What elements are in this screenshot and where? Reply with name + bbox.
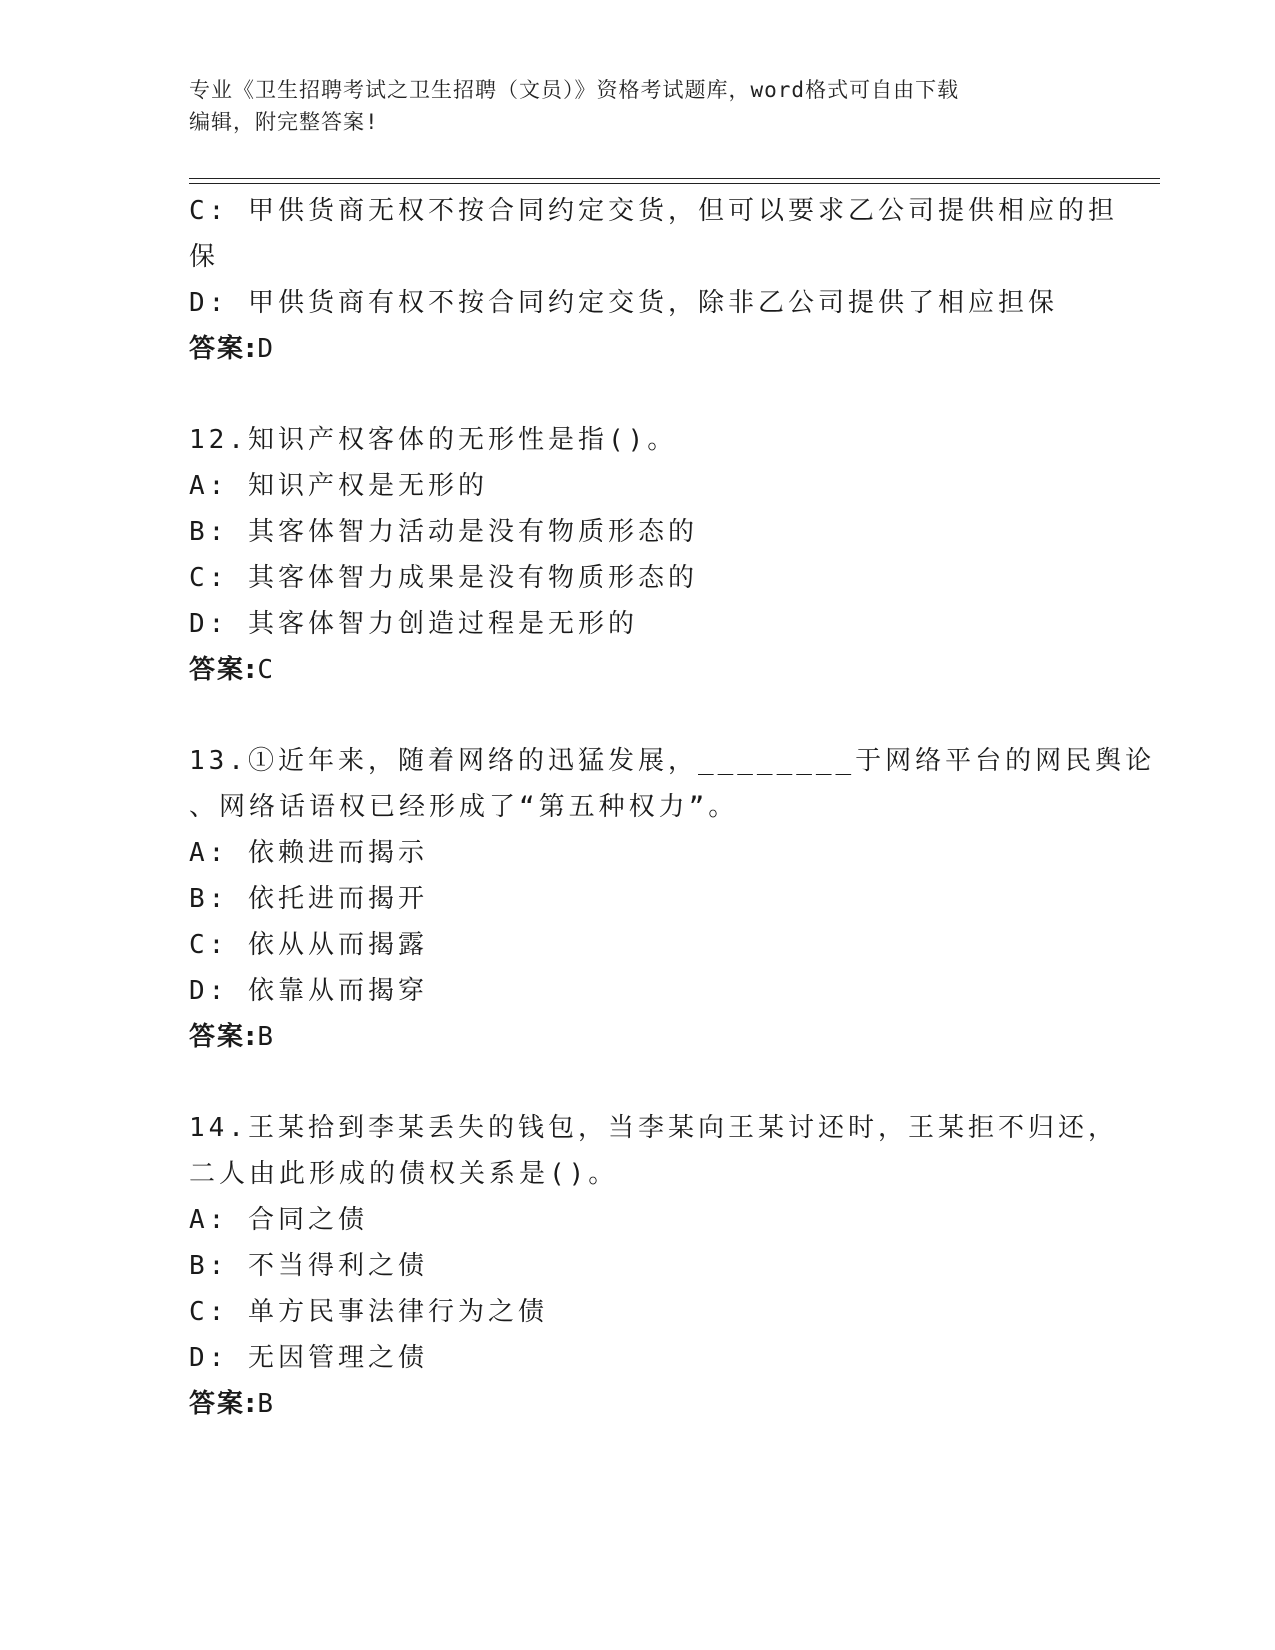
- option-b: B: 依托进而揭开: [189, 884, 428, 914]
- option-c: C: 甲供货商无权不按合同约定交货，但可以要求乙公司提供相应的担: [189, 196, 1118, 226]
- answer-label: 答案:: [189, 334, 258, 364]
- option-d: D: 无因管理之债: [189, 1343, 428, 1373]
- question-stem-continued: 二人由此形成的债权关系是()。: [189, 1159, 619, 1189]
- question-stem: 12.知识产权客体的无形性是指()。: [189, 425, 678, 455]
- option-a: A: 依赖进而揭示: [189, 838, 428, 868]
- option-d: D: 甲供货商有权不按合同约定交货，除非乙公司提供了相应担保: [189, 288, 1058, 318]
- answer-line: [189, 326, 1089, 372]
- option-b: B: 其客体智力活动是没有物质形态的: [189, 517, 698, 547]
- question-12: [189, 417, 1089, 693]
- header-line-1: 专业《卫生招聘考试之卫生招聘（文员）》资格考试题库，word格式可自由下载: [189, 78, 960, 102]
- answer-value: B: [257, 1389, 276, 1419]
- question-list: [189, 188, 1156, 1427]
- question-spacer: [189, 372, 1089, 417]
- answer-line: [189, 1381, 1089, 1427]
- question-stem: 13.①近年来，随着网络的迅猛发展，________于网络平台的网民舆论: [189, 746, 1156, 776]
- answer-label: 答案:: [189, 1022, 258, 1052]
- answer-label: 答案:: [189, 1389, 258, 1419]
- question-spacer: [189, 1060, 1089, 1105]
- question-spacer: [189, 693, 1089, 738]
- header-divider-bottom: [189, 183, 1160, 184]
- answer-value: C: [257, 655, 276, 685]
- option-c: C: 单方民事法律行为之债: [189, 1297, 548, 1327]
- answer-value: B: [257, 1022, 276, 1052]
- header-line-2: 编辑，附完整答案!: [189, 110, 379, 134]
- option-a: A: 知识产权是无形的: [189, 471, 488, 501]
- option-d: D: 其客体智力创造过程是无形的: [189, 609, 638, 639]
- option-c: C: 其客体智力成果是没有物质形态的: [189, 563, 698, 593]
- option-c-continued: 保: [189, 242, 220, 272]
- option-d: D: 依靠从而揭穿: [189, 976, 428, 1006]
- question-11-continued: [189, 188, 1118, 372]
- document-header: [189, 74, 1089, 138]
- question-13: [189, 738, 1156, 1060]
- answer-label: 答案:: [189, 655, 258, 685]
- option-a: A: 合同之债: [189, 1205, 368, 1235]
- header-divider-top: [189, 178, 1160, 179]
- question-stem-continued: 、网络话语权已经形成了“第五种权力”。: [189, 792, 739, 822]
- answer-value: D: [257, 334, 276, 364]
- question-stem: 14.王某拾到李某丢失的钱包，当李某向王某讨还时，王某拒不归还，: [189, 1113, 1118, 1143]
- option-b: B: 不当得利之债: [189, 1251, 428, 1281]
- answer-line: [189, 1014, 1089, 1060]
- question-14: [189, 1105, 1118, 1427]
- answer-line: [189, 647, 1089, 693]
- option-c: C: 依从从而揭露: [189, 930, 428, 960]
